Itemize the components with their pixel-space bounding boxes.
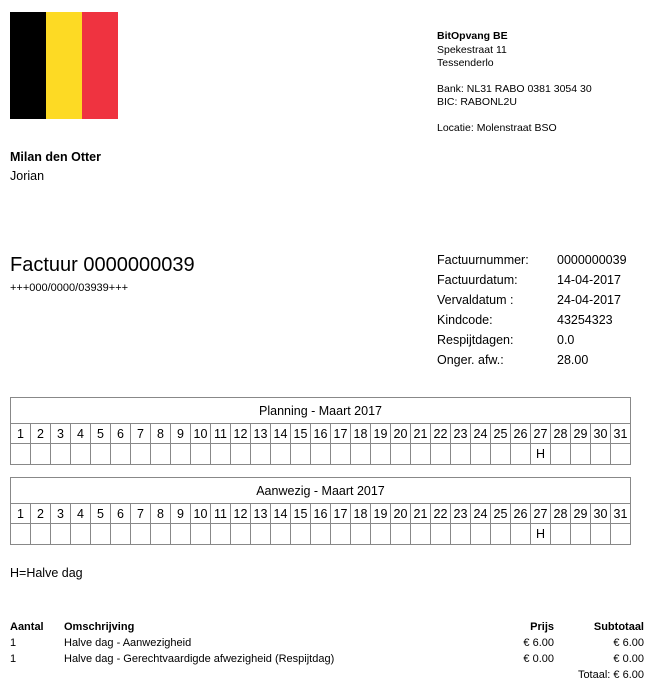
calendar-day: 3	[51, 504, 71, 523]
calendar-mark	[511, 444, 531, 464]
calendar-mark	[511, 524, 531, 544]
flag-stripe-yellow	[46, 12, 82, 119]
belgian-flag-logo	[10, 12, 118, 119]
invoice-line-row	[10, 651, 644, 667]
legend-text: H=Halve dag	[10, 566, 83, 580]
calendar-mark	[291, 444, 311, 464]
calendar-day: 25	[491, 504, 511, 523]
calendar-mark	[491, 444, 511, 464]
calendar-mark	[131, 524, 151, 544]
calendar-day: 29	[571, 504, 591, 523]
calendar-mark	[351, 444, 371, 464]
calendar-mark	[71, 444, 91, 464]
calendar-day: 15	[291, 424, 311, 443]
calendar-day: 9	[171, 424, 191, 443]
calendar-mark	[31, 524, 51, 544]
calendar-mark	[431, 524, 451, 544]
calendar-mark	[591, 444, 611, 464]
calendar-mark	[451, 444, 471, 464]
line-qty: 1	[10, 637, 17, 649]
meta-label: Factuurnummer:	[437, 253, 529, 267]
calendar-day: 14	[271, 504, 291, 523]
calendar-day: 21	[411, 424, 431, 443]
calendar-day: 18	[351, 424, 371, 443]
calendar-mark	[191, 524, 211, 544]
calendar-mark	[131, 444, 151, 464]
calendar-mark	[191, 444, 211, 464]
calendar-mark	[151, 444, 171, 464]
calendar-day: 25	[491, 424, 511, 443]
calendar-mark	[411, 444, 431, 464]
calendar-day: 28	[551, 504, 571, 523]
total-amount: Totaal: € 6.00	[577, 669, 644, 681]
calendar-day: 5	[91, 504, 111, 523]
calendar-day: 14	[271, 424, 291, 443]
calendar-mark	[31, 444, 51, 464]
meta-row	[437, 250, 657, 270]
header-qty: Aantal	[10, 621, 44, 633]
calendar-mark	[571, 444, 591, 464]
header-subtotal: Subtotaal	[593, 621, 644, 633]
calendar-day: 10	[191, 504, 211, 523]
calendar-mark	[471, 444, 491, 464]
meta-row	[437, 330, 657, 350]
calendar-mark	[71, 524, 91, 544]
calendar-day: 19	[371, 424, 391, 443]
meta-label: Factuurdatum:	[437, 273, 518, 287]
meta-value: 0.0	[557, 333, 575, 347]
calendar-day: 1	[11, 504, 31, 523]
calendar-day: 16	[311, 424, 331, 443]
line-subtotal: € 6.00	[613, 637, 644, 649]
calendar-mark	[251, 444, 271, 464]
calendar-day: 8	[151, 504, 171, 523]
calendar-mark	[251, 524, 271, 544]
calendar-mark	[311, 524, 331, 544]
calendar-marks-row	[11, 444, 630, 464]
invoice-line-row	[10, 635, 644, 651]
calendar-mark	[411, 524, 431, 544]
calendar-mark	[231, 444, 251, 464]
calendar-day: 19	[371, 504, 391, 523]
calendar-day: 31	[613, 427, 628, 441]
calendar-mark	[231, 524, 251, 544]
company-street: Spekestraat 11	[437, 43, 507, 56]
calendar-day: 23	[451, 424, 471, 443]
calendar-day: 27	[531, 424, 551, 443]
calendar-planning	[10, 397, 631, 465]
meta-label: Onger. afw.:	[437, 353, 504, 367]
calendar-day: 5	[91, 424, 111, 443]
lines-header-row	[10, 619, 644, 635]
calendar-mark	[371, 524, 391, 544]
calendar-mark	[291, 524, 311, 544]
calendar-mark	[571, 524, 591, 544]
meta-row	[437, 270, 657, 290]
calendar-mark	[51, 444, 71, 464]
recipient-name: Milan den Otter	[10, 150, 101, 164]
calendar-mark	[271, 444, 291, 464]
meta-value: 28.00	[557, 353, 589, 367]
line-price: € 6.00	[523, 637, 554, 649]
calendar-day: 6	[111, 504, 131, 523]
calendar-day: 21	[411, 504, 431, 523]
calendar-day: 24	[471, 504, 491, 523]
calendar-mark	[171, 444, 191, 464]
calendar-mark	[111, 524, 131, 544]
calendar-day: 9	[171, 504, 191, 523]
calendar-aanwezig	[10, 477, 631, 545]
calendar-day: 17	[331, 424, 351, 443]
calendar-mark	[391, 524, 411, 544]
calendar-mark	[51, 524, 71, 544]
calendar-mark	[471, 524, 491, 544]
meta-label: Kindcode:	[437, 313, 493, 327]
recipient-block	[10, 148, 101, 186]
calendar-mark	[91, 444, 111, 464]
payment-reference: +++000/0000/03939+++	[10, 282, 129, 294]
calendar-title: Aanwezig - Maart 2017	[11, 478, 630, 504]
calendar-mark	[171, 524, 191, 544]
calendar-day: 12	[231, 424, 251, 443]
calendar-mark	[391, 444, 411, 464]
calendar-mark	[551, 524, 571, 544]
calendar-day: 11	[211, 504, 231, 523]
recipient-child: Jorian	[10, 169, 45, 183]
header-price: Prijs	[530, 621, 554, 633]
calendar-mark	[591, 524, 611, 544]
calendar-day: 1	[11, 424, 31, 443]
calendar-day: 7	[131, 424, 151, 443]
company-location: Locatie: Molenstraat BSO	[437, 121, 557, 134]
meta-row	[437, 290, 657, 310]
calendar-days-row	[11, 504, 630, 524]
calendar-day: 22	[431, 504, 451, 523]
meta-value: 43254323	[557, 313, 613, 327]
calendar-days-row	[11, 424, 630, 444]
calendar-mark	[211, 444, 231, 464]
calendar-day: 31	[613, 507, 628, 521]
calendar-day: 4	[71, 424, 91, 443]
line-subtotal: € 0.00	[613, 653, 644, 665]
calendar-day: 30	[591, 424, 611, 443]
calendar-mark	[451, 524, 471, 544]
calendar-day: 15	[291, 504, 311, 523]
calendar-mark	[311, 444, 331, 464]
calendar-mark	[111, 444, 131, 464]
calendar-mark	[11, 444, 31, 464]
flag-stripe-black	[10, 12, 46, 119]
calendar-marks-row	[11, 524, 630, 544]
calendar-day: 7	[131, 504, 151, 523]
header-desc: Omschrijving	[64, 621, 135, 633]
calendar-day: 17	[331, 504, 351, 523]
meta-value: 0000000039	[557, 253, 627, 267]
calendar-day: 2	[31, 504, 51, 523]
calendar-mark	[271, 524, 291, 544]
calendar-mark	[611, 524, 630, 544]
calendar-mark: H	[531, 444, 551, 464]
invoice-meta	[437, 250, 657, 370]
company-bic: BIC: RABONL2U	[437, 96, 517, 108]
line-qty: 1	[10, 653, 17, 665]
company-city: Tessenderlo	[437, 57, 494, 69]
calendar-day: 20	[391, 424, 411, 443]
calendar-mark	[151, 524, 171, 544]
calendar-day: 13	[251, 424, 271, 443]
calendar-mark	[491, 524, 511, 544]
calendar-day: 13	[251, 504, 271, 523]
calendar-mark	[331, 444, 351, 464]
flag-stripe-red	[82, 12, 118, 119]
calendar-day: 16	[311, 504, 331, 523]
calendar-day: 30	[591, 504, 611, 523]
calendar-day: 24	[471, 424, 491, 443]
meta-label: Respijtdagen:	[437, 333, 514, 347]
calendar-day: 28	[551, 424, 571, 443]
calendar-day: 23	[451, 504, 471, 523]
calendar-mark	[431, 444, 451, 464]
calendar-title: Planning - Maart 2017	[11, 398, 630, 424]
calendar-mark	[551, 444, 571, 464]
calendar-mark	[91, 524, 111, 544]
meta-row	[437, 310, 657, 330]
calendar-mark	[211, 524, 231, 544]
calendar-day: 27	[531, 504, 551, 523]
total-row	[10, 667, 644, 683]
calendar-day: 2	[31, 424, 51, 443]
calendar-mark: H	[531, 524, 551, 544]
calendar-mark	[351, 524, 371, 544]
calendar-mark	[11, 524, 31, 544]
meta-row	[437, 350, 657, 370]
calendar-day: 22	[431, 424, 451, 443]
calendar-day: 6	[111, 424, 131, 443]
invoice-title: Factuur 0000000039	[10, 254, 195, 276]
line-price: € 0.00	[523, 653, 554, 665]
calendar-mark	[371, 444, 391, 464]
line-desc: Halve dag - Aanwezigheid	[64, 637, 192, 649]
invoice-lines	[10, 619, 644, 683]
calendar-day: 26	[511, 424, 531, 443]
calendar-day: 20	[391, 504, 411, 523]
meta-value: 14-04-2017	[557, 273, 621, 287]
calendar-mark	[611, 444, 630, 464]
calendar-day: 10	[191, 424, 211, 443]
calendar-day: 3	[51, 424, 71, 443]
company-name: BitOpvang BE	[437, 30, 508, 42]
calendar-day: 11	[211, 424, 231, 443]
calendar-day: 26	[511, 504, 531, 523]
calendar-day: 18	[351, 504, 371, 523]
company-bank: Bank: NL31 RABO 0381 3054 30	[437, 82, 592, 95]
company-info	[437, 30, 592, 135]
calendar-day: 12	[231, 504, 251, 523]
calendar-mark	[331, 524, 351, 544]
meta-value: 24-04-2017	[557, 293, 621, 307]
calendar-day: 8	[151, 424, 171, 443]
calendar-day: 29	[571, 424, 591, 443]
calendar-day: 4	[71, 504, 91, 523]
line-desc: Halve dag - Gerechtvaardigde afwezigheid (Respijtdag)	[64, 653, 335, 665]
meta-label: Vervaldatum :	[437, 293, 514, 307]
